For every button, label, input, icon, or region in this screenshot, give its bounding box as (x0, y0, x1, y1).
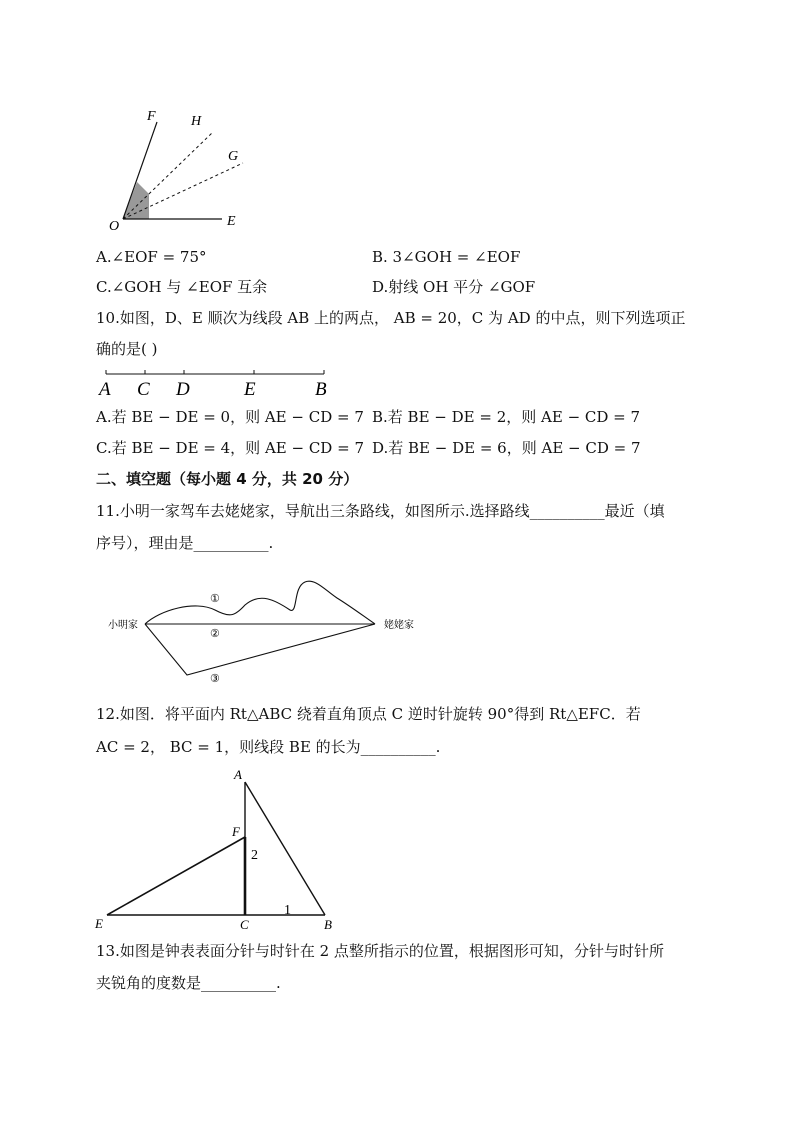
q9-option-d: D.射线 OH 平分 ∠GOF (372, 278, 536, 296)
q11-stem-line2: 序号），理由是__________. (96, 534, 274, 552)
label-e: E (244, 379, 256, 400)
label-c: C (137, 379, 150, 400)
routes-figure (100, 570, 430, 690)
q11-stem-line1: 11.小明一家驾车去姥姥家，导航出三条路线，如图所示.选择路线__________最近（填 (96, 502, 665, 520)
label-c: C (240, 917, 249, 932)
label-route-1: ① (210, 593, 220, 605)
q10-option-a: A.若 BE − DE = 0，则 AE − CD = 7 (96, 408, 364, 426)
q13-stem-line2: 夹锐角的度数是__________. (96, 974, 281, 992)
label-d: D (176, 379, 190, 400)
q10-stem-line1: 10.如图，D、E 顺次为线段 AB 上的两点， AB = 20，C 为 AD 的中点，则下列选项正 (96, 309, 686, 327)
q10-option-d: D.若 BE − DE = 6，则 AE − CD = 7 (372, 439, 641, 457)
angle-figure (100, 100, 260, 240)
label-h: H (191, 114, 202, 129)
label-start: 小明家 (108, 620, 138, 631)
route-1 (145, 581, 375, 624)
ray-oh (123, 132, 213, 219)
label-length-2: 2 (251, 848, 258, 863)
q12-stem-line1: 12.如图．将平面内 Rt△ABC 绕着直角顶点 C 逆时针旋转 90°得到 Rt△EFC．若 (96, 705, 641, 723)
label-a: A (234, 767, 242, 782)
q10-option-c: C.若 BE − DE = 4，则 AE − CD = 7 (96, 439, 364, 457)
q10-option-b: B.若 BE − DE = 2，则 AE − CD = 7 (372, 408, 641, 426)
q9-option-b: B. 3∠GOH = ∠EOF (372, 248, 521, 266)
rotation-figure (90, 762, 350, 937)
q13-stem-line1: 13.如图是钟表表面分针与时针在 2 点整所指示的位置，根据图形可知，分针与时针所 (96, 942, 664, 960)
label-length-1: 1 (284, 903, 291, 918)
label-f: F (147, 109, 156, 124)
label-route-2: ② (210, 628, 220, 640)
route-3 (145, 624, 375, 675)
label-a: A (99, 379, 111, 400)
label-o: O (109, 219, 120, 234)
q9-option-a: A.∠EOF = 75° (96, 248, 207, 266)
side-ef (107, 837, 245, 915)
q9-option-c: C.∠GOH 与 ∠EOF 互余 (96, 278, 268, 296)
label-e: E (227, 214, 236, 229)
q12-stem-line2: AC = 2， BC = 1，则线段 BE 的长为__________. (96, 738, 441, 756)
label-end: 姥姥家 (384, 620, 414, 631)
section-title: 二、填空题（每小题 4 分，共 20 分） (96, 470, 359, 488)
label-b: B (315, 379, 327, 400)
segment-figure (96, 364, 336, 400)
label-route-3: ③ (210, 673, 220, 685)
label-e: E (95, 916, 103, 931)
q10-stem-line2: 确的是( ) (96, 340, 158, 358)
label-g: G (228, 149, 239, 164)
label-f: F (232, 824, 240, 839)
label-b: B (324, 917, 332, 932)
